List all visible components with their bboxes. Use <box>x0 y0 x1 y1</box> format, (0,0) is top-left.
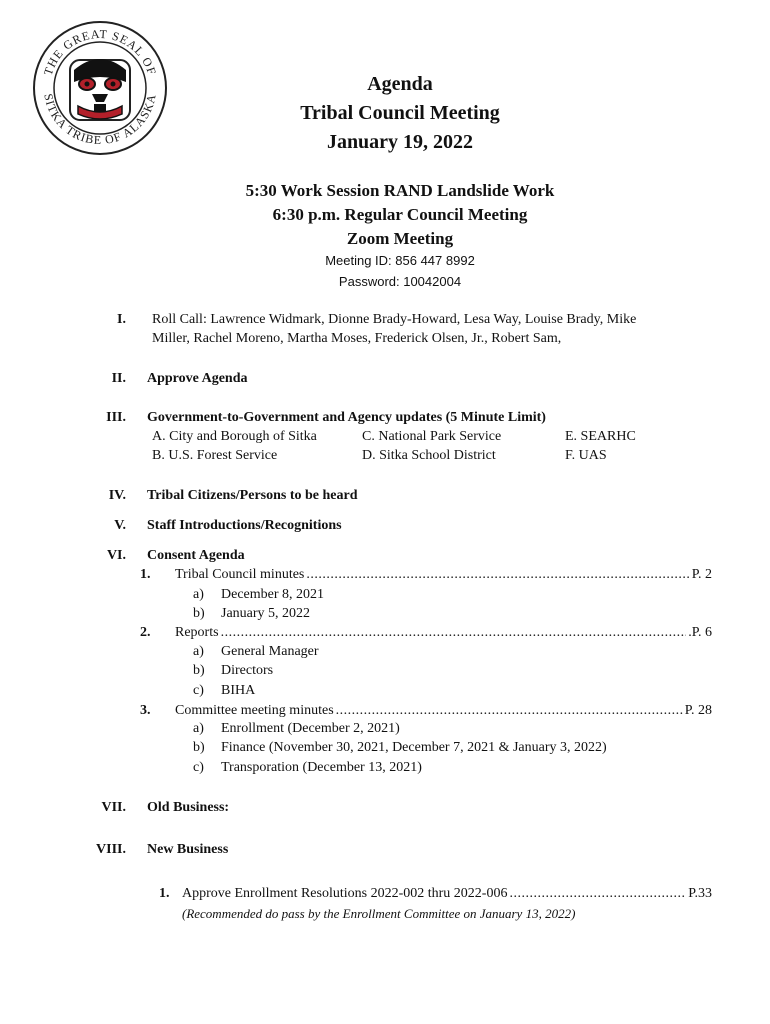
dot-leader <box>509 886 686 902</box>
regular-meeting-line: 6:30 p.m. Regular Council Meeting <box>272 205 528 224</box>
agency-c: C. National Park Service <box>362 429 502 444</box>
new-business-item-1-label: Approve Enrollment Resolutions 2022-002 thru 2022-006 <box>182 886 508 901</box>
report-directors: Directors <box>221 663 274 678</box>
section-numeral-4: IV. <box>108 488 126 503</box>
section-title-approve-agenda: Approve Agenda <box>147 371 248 386</box>
sub-letter: a) <box>193 587 204 602</box>
consent-item-2-label: Reports <box>175 625 219 640</box>
section-title-gov-updates: Government-to-Government and Agency updates (5 Minute Limit) <box>147 410 546 425</box>
meeting-password: Password: 10042004 <box>338 274 462 289</box>
meeting-id: Meeting ID: 856 447 8992 <box>325 253 475 268</box>
consent-item-3 <box>175 703 712 719</box>
zoom-meeting-line: Zoom Meeting <box>346 229 454 248</box>
agency-e: E. SEARHC <box>565 429 636 444</box>
consent-item-2 <box>175 625 712 641</box>
section-numeral-7: VII. <box>101 800 126 815</box>
roll-call-line-1: Roll Call: Lawrence Widmark, Dionne Brady-Howard, Lesa Way, Louise Brady, Mike <box>152 312 637 327</box>
minutes-date-2: January 5, 2022 <box>221 606 311 621</box>
sub-letter: b) <box>193 740 205 755</box>
section-numeral-8: VIII. <box>96 842 126 857</box>
section-title-new-business: New Business <box>147 842 229 857</box>
new-business-item-1 <box>182 886 712 902</box>
agenda-title: Agenda <box>367 73 433 95</box>
new-business-item-1-note: (Recommended do pass by the Enrollment Committee on January 13, 2022) <box>182 906 576 921</box>
section-title-citizens: Tribal Citizens/Persons to be heard <box>147 488 358 503</box>
section-title-old-business: Old Business: <box>147 800 230 815</box>
agency-f: F. UAS <box>565 448 607 463</box>
consent-item-3-page: P. 28 <box>684 703 712 718</box>
consent-item-2-page: .P. 6 <box>688 625 712 640</box>
dot-leader <box>306 567 689 583</box>
sub-letter: a) <box>193 644 204 659</box>
agency-a: A. City and Borough of Sitka <box>152 429 317 444</box>
section-title-consent-agenda: Consent Agenda <box>147 548 245 563</box>
dot-leader <box>336 703 683 719</box>
committee-finance: Finance (November 30, 2021, December 7, 2021 & January 3, 2022) <box>221 740 607 755</box>
consent-item-1-page: P. 2 <box>691 567 712 582</box>
sub-letter: c) <box>193 760 204 775</box>
work-session-line: 5:30 Work Session RAND Landslide Work <box>245 181 555 200</box>
sub-letter: b) <box>193 606 205 621</box>
sub-letter: b) <box>193 663 205 678</box>
new-business-item-1-number: 1. <box>159 886 170 901</box>
section-numeral-1: I. <box>117 312 126 327</box>
minutes-date-1: December 8, 2021 <box>221 587 325 602</box>
consent-item-1-number: 1. <box>140 567 151 582</box>
consent-item-3-label: Committee meeting minutes <box>175 703 334 718</box>
section-numeral-3: III. <box>106 410 126 425</box>
report-biha: BIHA <box>221 683 256 698</box>
seal-ring-top-text: THE GREAT SEAL OF <box>40 26 160 78</box>
meeting-date: January 19, 2022 <box>326 131 474 153</box>
committee-transportation: Transporation (December 13, 2021) <box>221 760 422 775</box>
consent-item-1 <box>175 567 712 583</box>
committee-enrollment: Enrollment (December 2, 2021) <box>221 721 400 736</box>
roll-call-line-2: Miller, Rachel Moreno, Martha Moses, Frederick Olsen, Jr., Robert Sam, <box>152 331 562 346</box>
agency-d: D. Sitka School District <box>362 448 496 463</box>
new-business-item-1-page: P.33 <box>688 886 712 901</box>
sub-letter: c) <box>193 683 204 698</box>
agency-b: B. U.S. Forest Service <box>152 448 278 463</box>
section-numeral-2: II. <box>111 371 126 386</box>
consent-item-3-number: 3. <box>140 703 151 718</box>
section-numeral-6: VI. <box>106 548 126 563</box>
seal-ring-bottom-text: SITKA TRIBE OF ALASKA <box>41 92 159 148</box>
consent-item-1-label: Tribal Council minutes <box>175 567 305 582</box>
dot-leader <box>221 625 687 641</box>
meeting-title: Tribal Council Meeting <box>300 102 500 124</box>
section-numeral-5: V. <box>114 518 126 533</box>
sub-letter: a) <box>193 721 204 736</box>
section-title-staff: Staff Introductions/Recognitions <box>147 518 342 533</box>
consent-item-2-number: 2. <box>140 625 151 640</box>
report-general-manager: General Manager <box>221 644 319 659</box>
